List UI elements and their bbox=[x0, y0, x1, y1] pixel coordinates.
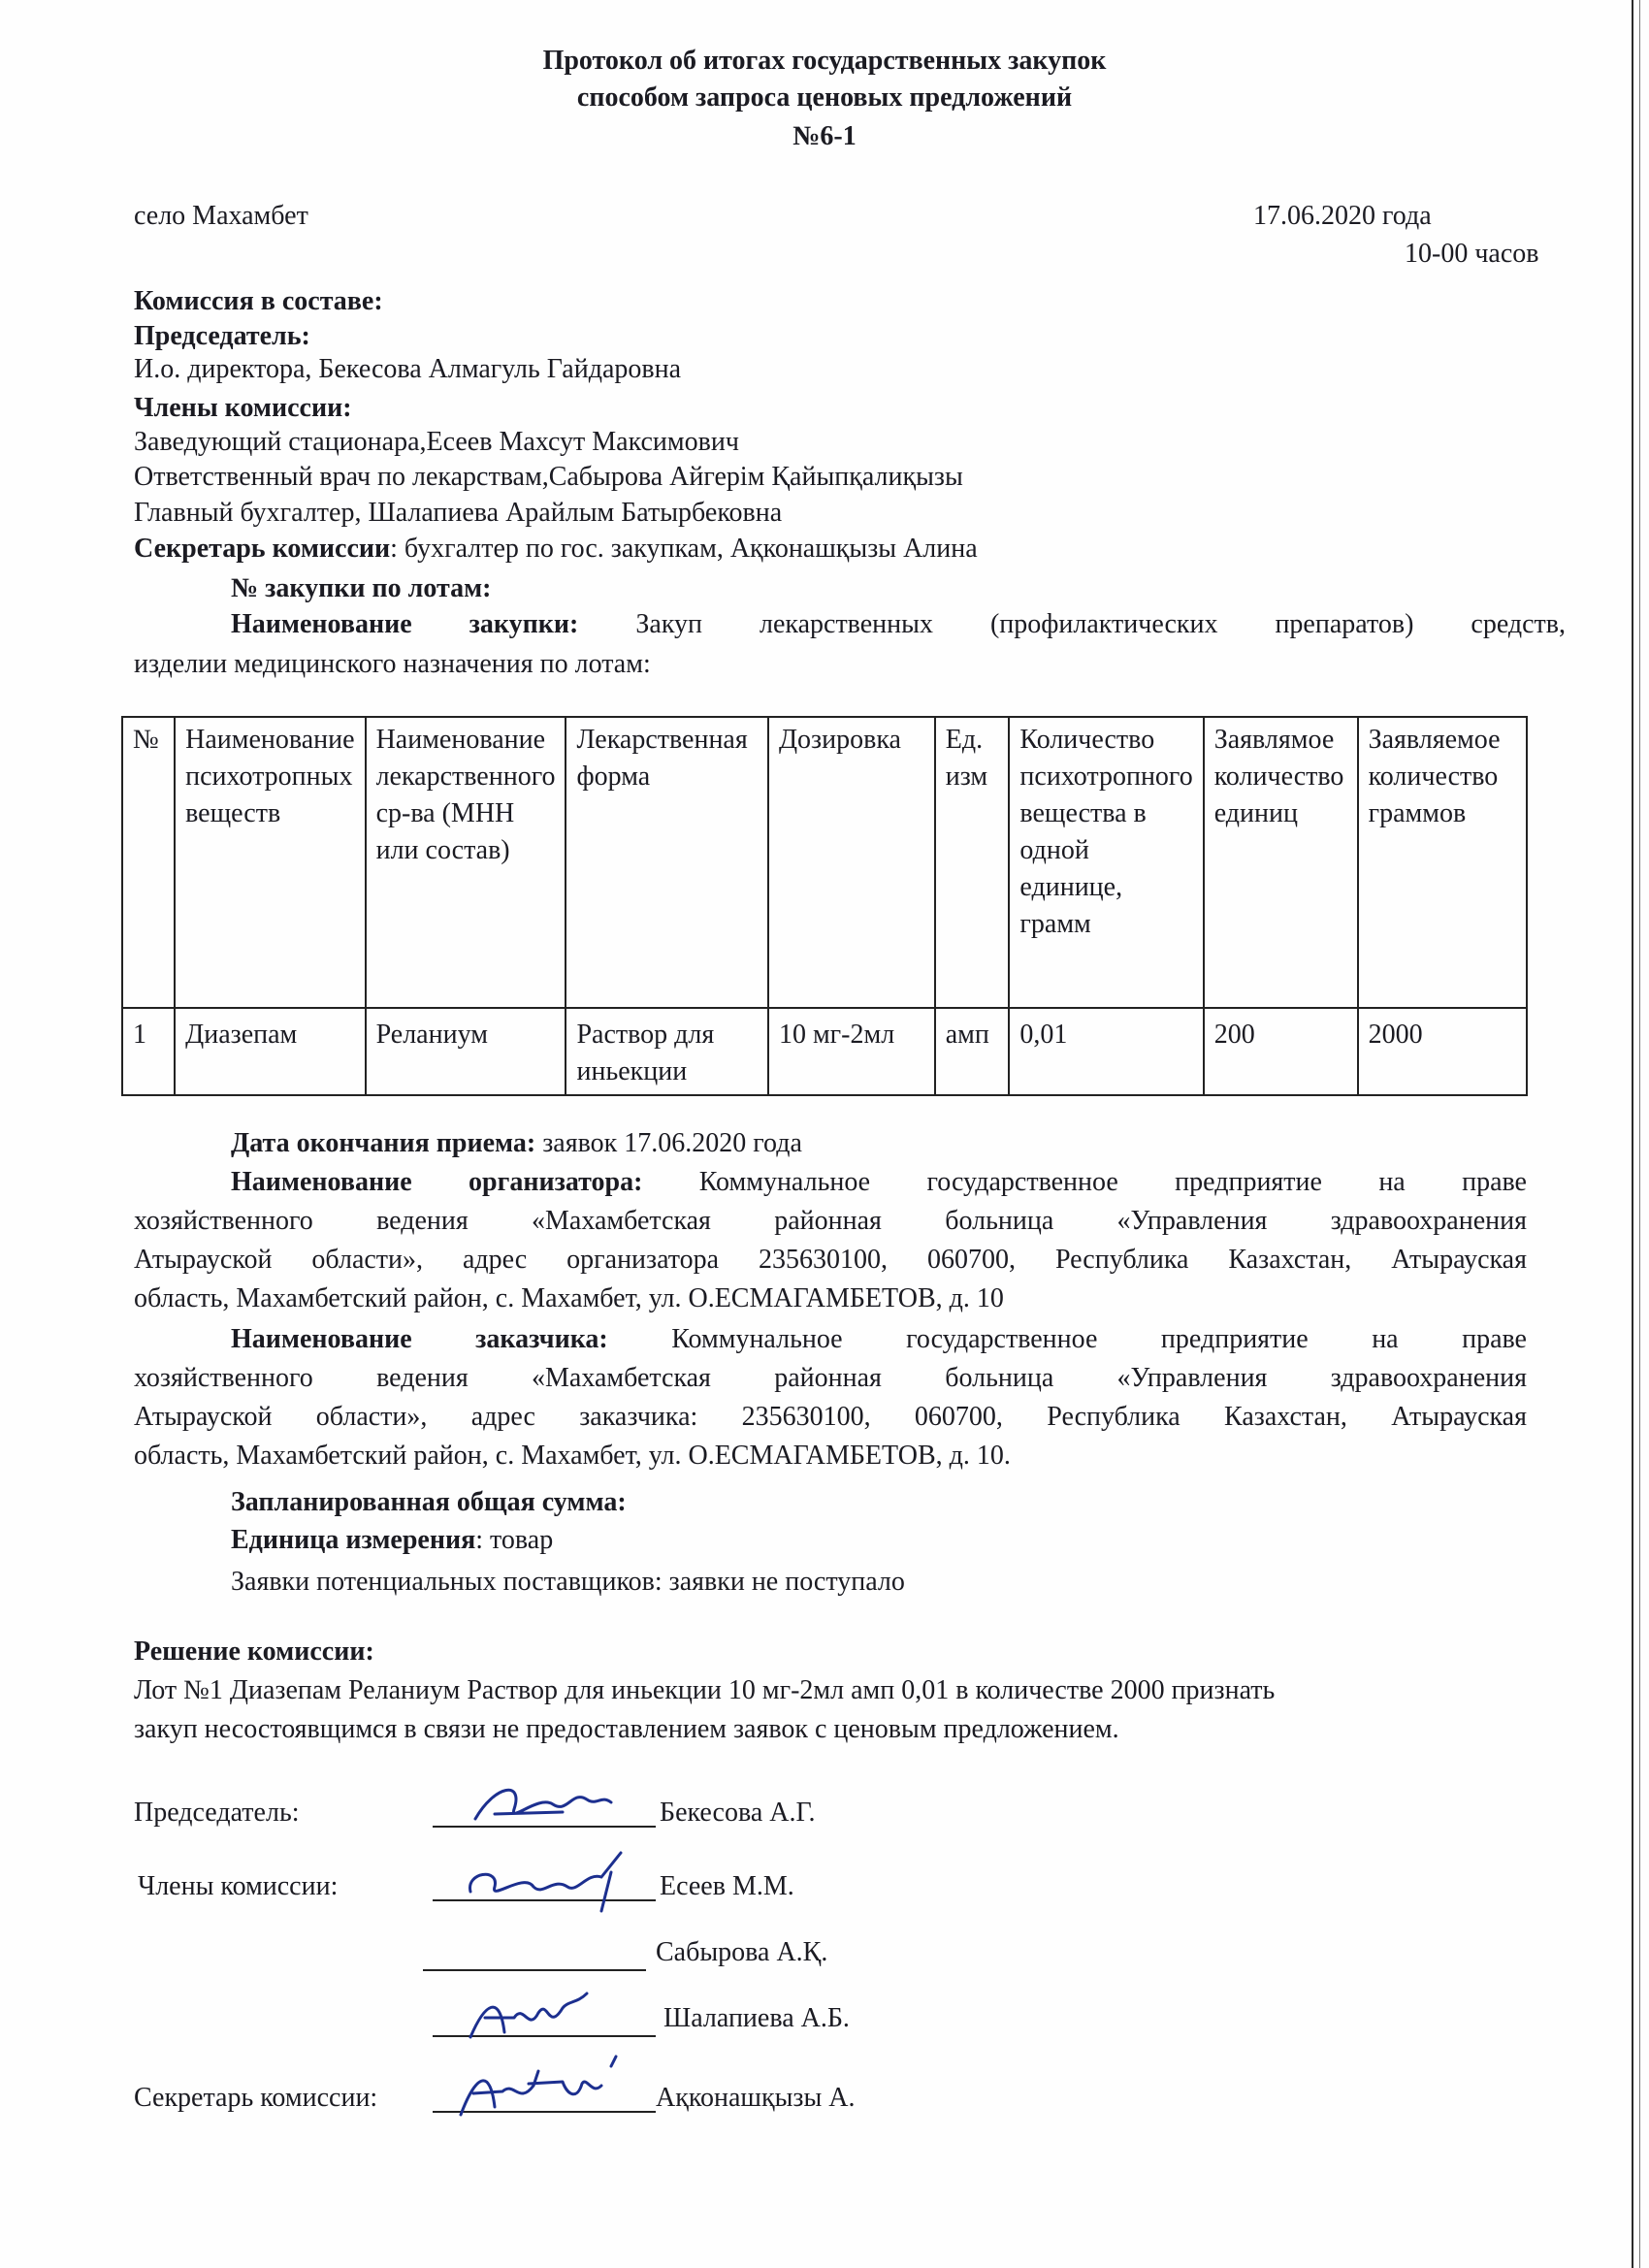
table-cell: 1 bbox=[122, 1008, 175, 1095]
secretary-name: : бухгалтер по гос. закупкам, Ақконашқызы Алина bbox=[390, 534, 978, 564]
decision-heading: Решение комиссии: bbox=[134, 1636, 374, 1667]
table-cell: Диазепам bbox=[175, 1008, 365, 1095]
table-header-cell: № bbox=[122, 717, 175, 1008]
chairman-name: И.о. директора, Бекесова Алмагуль Гайдаровна bbox=[134, 354, 682, 384]
unit-label: Единица измерения bbox=[231, 1525, 476, 1555]
table-header-row bbox=[122, 717, 1527, 1008]
table-row bbox=[122, 1008, 1527, 1095]
organizer-line4: область, Махамбетский район, с. Махамбет, ул. О.ЕСМАГАМБЕТОВ, д. 10 bbox=[134, 1283, 1004, 1313]
table-header-cell: Ед. изм bbox=[935, 717, 1010, 1008]
table-header-cell: Наименование психотропных веществ bbox=[175, 717, 365, 1008]
customer-line4: область, Махамбетский район, с. Махамбет, ул. О.ЕСМАГАМБЕТОВ, д. 10. bbox=[134, 1441, 1011, 1471]
unit-line bbox=[231, 1522, 553, 1559]
lots-table bbox=[121, 716, 1528, 1096]
table-cell: 200 bbox=[1204, 1008, 1358, 1095]
decision-line1: Лот №1 Диазепам Реланиум Раствор для иньекции 10 мг-2мл амп 0,01 в количестве 2000 признать bbox=[134, 1675, 1276, 1705]
unit-value: : товар bbox=[475, 1525, 554, 1555]
purchase-name-line1: Наименование закупки: Закуп лекарственных (профилактических препаратов) средств, bbox=[231, 609, 1567, 639]
protocol-number: №6-1 bbox=[792, 121, 857, 151]
protocol-time: 10-00 часов bbox=[1405, 239, 1539, 269]
sign-secretary-label: Секретарь комиссии: bbox=[134, 2083, 378, 2113]
purchase-name-line2: изделии медицинского назначения по лотам: bbox=[134, 649, 651, 679]
scan-edge-shadow bbox=[1639, 0, 1640, 2268]
sign-secretary-name: Ақконашқызы А. bbox=[656, 2083, 856, 2113]
table-cell: 10 мг-2мл bbox=[768, 1008, 935, 1095]
chairman-signature bbox=[456, 1766, 650, 1843]
organizer-label: Наименование организатора: bbox=[231, 1167, 643, 1197]
sign-chairman-name: Бекесова А.Г. bbox=[660, 1798, 816, 1828]
table-header-cell: Заявлямое количество единиц bbox=[1204, 717, 1358, 1008]
table-header-cell: Дозировка bbox=[768, 717, 935, 1008]
customer-line3: Атырауской области», адрес заказчика: 235630100, 060700, Республика Казахстан, Атырауская bbox=[134, 1402, 1527, 1432]
organizer-line2: хозяйственного ведения «Махамбетская районная больница «Управления здравоохранения bbox=[134, 1206, 1527, 1236]
customer-line1: Наименование заказчика: Коммунальное государственное предприятие на праве bbox=[231, 1324, 1527, 1354]
sign-member1-name: Есеев М.М. bbox=[660, 1871, 794, 1901]
member3-signature bbox=[456, 1974, 601, 2052]
document-title-line2: способом запроса ценовых предложений bbox=[576, 82, 1073, 113]
place: село Махамбет bbox=[134, 201, 308, 231]
lots-number-label: № закупки по лотам: bbox=[231, 573, 492, 603]
customer-label: Наименование заказчика: bbox=[231, 1324, 608, 1354]
table-header-cell: Лекарственная форма bbox=[566, 717, 767, 1008]
chairman-label: Председатель: bbox=[134, 321, 310, 351]
table-header-cell: Наименование лекарственного ср-ва (МНН или состав) bbox=[366, 717, 566, 1008]
table-cell: 2000 bbox=[1358, 1008, 1527, 1095]
planned-sum-label: Запланированная общая сумма: bbox=[231, 1487, 627, 1517]
sign-members-label: Члены комиссии: bbox=[138, 1871, 339, 1901]
secretary-signature bbox=[446, 2047, 640, 2129]
protocol-date: 17.06.2020 года bbox=[1253, 201, 1432, 231]
scan-edge bbox=[1632, 0, 1633, 2268]
sign-member2-name: Сабырова А.Қ. bbox=[656, 1937, 828, 1967]
table-header-cell: Заявляемое количество граммов bbox=[1358, 717, 1527, 1008]
document-title-line1: Протокол об итогах государственных закупок bbox=[542, 46, 1107, 76]
table-header-cell: Количество психотропного вещества в одной единице, грамм bbox=[1009, 717, 1203, 1008]
sign-member3-name: Шалапиева А.Б. bbox=[663, 2003, 850, 2033]
deadline bbox=[231, 1125, 802, 1162]
signature-line bbox=[423, 1969, 646, 1971]
secretary-label: Секретарь комиссии bbox=[134, 534, 391, 564]
decision-line2: закуп несостоявщимся в связи не предоставлением заявок с ценовым предложением. bbox=[134, 1714, 1119, 1744]
member-1: Заведующий стационара,Есеев Махсут Максимович bbox=[134, 427, 739, 457]
table-cell: Раствор для иньекции bbox=[566, 1008, 767, 1095]
table-cell: амп bbox=[935, 1008, 1010, 1095]
table-cell: 0,01 bbox=[1009, 1008, 1203, 1095]
member1-signature bbox=[456, 1833, 650, 1921]
customer-line2: хозяйственного ведения «Махамбетская районная больница «Управления здравоохранения bbox=[134, 1363, 1527, 1393]
applications-text: Заявки потенциальных поставщиков: заявки не поступало bbox=[231, 1567, 905, 1597]
secretary-line bbox=[134, 531, 978, 567]
deadline-value: заявок 17.06.2020 года bbox=[535, 1128, 802, 1158]
commission-heading: Комиссия в составе: bbox=[134, 286, 383, 316]
member-2: Ответственный врач по лекарствам,Сабырова Айгерім Қайыпқалиқызы bbox=[134, 462, 963, 492]
sign-chairman-label: Председатель: bbox=[134, 1798, 300, 1828]
member-3: Главный бухгалтер, Шалапиева Арайлым Батырбековна bbox=[134, 498, 783, 528]
members-label: Члены комиссии: bbox=[134, 393, 352, 423]
organizer-line1: Наименование организатора: Коммунальное государственное предприятие на праве bbox=[231, 1167, 1527, 1197]
deadline-label: Дата окончания приема: bbox=[231, 1128, 536, 1158]
table-cell: Реланиум bbox=[366, 1008, 566, 1095]
organizer-line3: Атырауской области», адрес организатора 235630100, 060700, Республика Казахстан, Атырауская bbox=[134, 1245, 1527, 1275]
purchase-name-label: Наименование закупки: bbox=[231, 609, 579, 639]
